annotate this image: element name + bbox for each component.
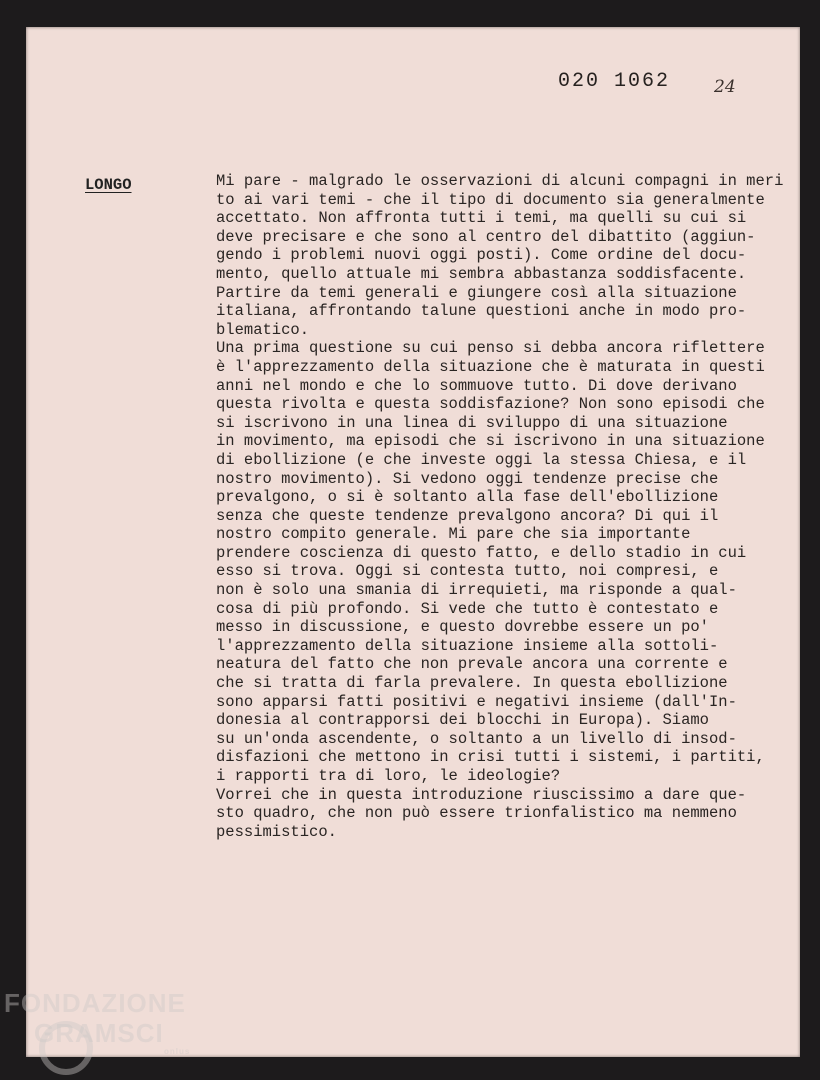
text-line: Partire da temi generali e giungere così alla situazione — [216, 283, 737, 302]
text-line: esso si trova. Oggi si contesta tutto, noi compresi, e — [216, 562, 719, 581]
text-line: Mi pare - malgrado le osservazioni di alcuni compagni in meri — [216, 172, 784, 190]
fondazione-gramsci-watermark — [4, 988, 191, 1056]
speaker-name: LONGO — [85, 176, 132, 194]
text-line: nostro movimento). Si vedono oggi tendenze precise che — [216, 469, 719, 488]
text-line: di ebollizione (e che investe oggi la stessa Chiesa, e il — [216, 450, 747, 469]
text-line: blematico. — [216, 320, 310, 339]
text-line: si iscrivono in una linea di sviluppo di una situazione — [216, 413, 728, 432]
text-line: i rapporti tra di loro, le ideologie? — [216, 767, 561, 785]
text-line: pessimistico. — [216, 822, 337, 841]
text-line: neatura del fatto che non prevale ancora una corrente e — [216, 655, 728, 674]
text-line: messo in discussione, e questo dovrebbe essere un po' — [216, 618, 709, 637]
text-line: non è solo una smania di irrequieti, ma risponde a qual- — [216, 581, 737, 600]
text-line: cosa di più profondo. Si vede che tutto è contestato e — [216, 599, 719, 618]
text-line: italiana, affrontando talune questioni anche in modo pro- — [216, 302, 747, 321]
text-line: prevalgono, o si è soltanto alla fase dell'ebollizione — [216, 488, 719, 507]
watermark-line1: FONDAZIONE — [4, 988, 186, 1018]
watermark-suffix: onlus — [164, 1047, 191, 1056]
text-line: accettato. Non affronta tutti i temi, ma quelli su cui si — [216, 209, 747, 228]
text-line: sono apparsi fatti positivi e negativi insieme (dall'In- — [216, 692, 737, 711]
text-line: questa rivolta e questa soddisfazione? Non sono episodi che — [216, 395, 765, 414]
text-line: gendo i problemi nuovi oggi posti). Come ordine del docu- — [216, 246, 747, 265]
watermark-line2: GRAMSCI — [34, 1018, 164, 1048]
text-line: deve precisare e che sono al centro del dibattito (aggiun- — [216, 227, 756, 246]
text-line: Vorrei che in questa introduzione riuscissimo a dare que- — [216, 785, 747, 804]
text-line: mento, quello attuale mi sembra abbastanza soddisfacente. — [216, 264, 747, 283]
text-line: anni nel mondo e che lo sommuove tutto. Di dove derivano — [216, 376, 737, 395]
archive-page-number: 020 1062 — [558, 70, 671, 93]
text-line: Una prima questione su cui penso si debba ancora riflettere — [216, 339, 765, 358]
text-line: in movimento, ma episodi che si iscrivono in una situazione — [216, 432, 765, 451]
text-line: l'apprezzamento della situazione insieme alla sottoli- — [216, 636, 719, 655]
text-line: prendere coscienza di questo fatto, e dello stadio in cui — [216, 543, 747, 562]
text-line: è l'apprezzamento della situazione che è maturata in questi — [216, 357, 765, 376]
handwritten-page-number: 24 — [714, 77, 736, 97]
gramsci-logo-icon — [38, 1020, 94, 1076]
speech-text — [216, 172, 796, 841]
text-line: nostro compito generale. Mi pare che sia importante — [216, 525, 691, 544]
text-line: donesia al contrapporsi dei blocchi in Europa). Siamo — [216, 711, 709, 730]
text-line: che si tratta di farla prevalere. In questa ebollizione — [216, 674, 728, 693]
text-line: senza che queste tendenze prevalgono ancora? Di qui il — [216, 506, 719, 525]
text-line: disfazioni che mettono in crisi tutti i sistemi, i partiti, — [216, 748, 765, 767]
text-line: sto quadro, che non può essere trionfalistico ma nemmeno — [216, 804, 737, 823]
text-line: su un'onda ascendente, o soltanto a un livello di insod- — [216, 729, 737, 748]
text-line: to ai vari temi - che il tipo di documento sia generalmente — [216, 190, 765, 209]
